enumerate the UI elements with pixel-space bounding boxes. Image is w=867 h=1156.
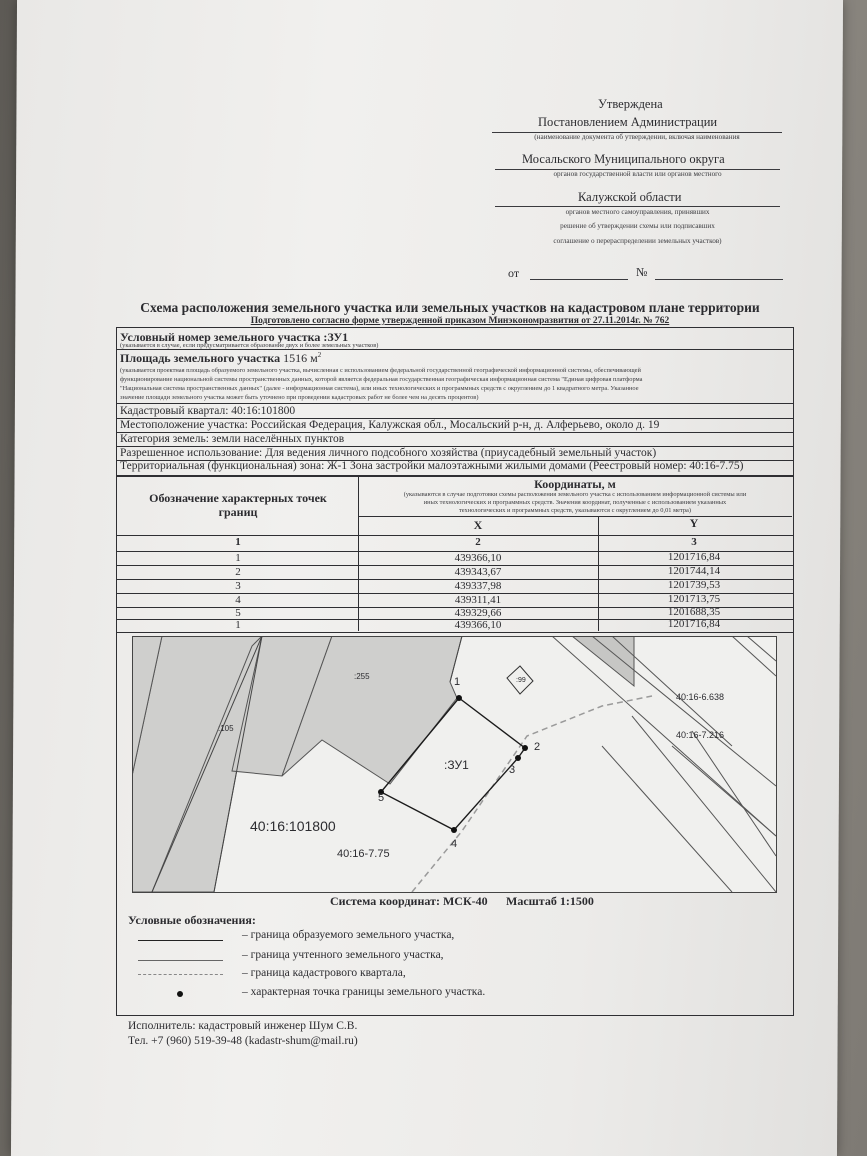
coordinates-note-1: (указываются в случае подготовки схемы расположения земельного участка с использованием информационной системы или — [403, 491, 747, 498]
legend-item-1: – граница образуемого земельного участка, — [242, 929, 455, 941]
column-y-header: Y — [689, 516, 699, 530]
column-number-2: 2 — [475, 536, 481, 548]
point-number: 3 — [235, 580, 241, 592]
points-header: Обозначение характерных точек — [149, 491, 327, 505]
point-x: 439366,10 — [454, 619, 502, 631]
point-number: 1 — [235, 552, 241, 564]
point-label-2: 2 — [534, 741, 541, 753]
cadastral-quarter: Кадастровый квартал: 40:16:101800 — [120, 405, 296, 417]
column-x-header: X — [473, 518, 483, 532]
point-label-3: 3 — [509, 764, 516, 776]
approval-note-1: (наименование документа об утверждении, включая наименования — [534, 133, 740, 141]
coordinates-header: Координаты, м — [534, 477, 616, 491]
area-row — [120, 351, 321, 366]
label-zu1: :ЗУ1 — [444, 758, 469, 772]
date-field-line — [530, 279, 628, 280]
point-label-1: 1 — [454, 676, 461, 688]
legend-item-4: – характерная точка границы земельного участка. — [242, 986, 486, 998]
point-y: 1201716,84 — [667, 551, 721, 563]
column-number-1: 1 — [235, 536, 241, 548]
approval-line-1: Постановлением Администрации — [538, 115, 718, 129]
conditional-number-note: (указывается в случае, если предусматривается образование двух и более земельных участков) — [120, 342, 379, 349]
area-unit-sup: 2 — [317, 351, 322, 359]
map-scale: Масштаб 1:1500 — [506, 894, 594, 908]
point-x: 439366,10 — [454, 552, 502, 564]
legend-item-3: – граница кадастрового квартала, — [242, 967, 406, 979]
area-note-2: функционирование национальной системы пространственных данных, которой является федеральная государственная географическая информационная система "Единая цифровая платформа — [120, 376, 643, 383]
point-x: 439311,41 — [454, 594, 502, 606]
label-6638: 40:16-6.638 — [676, 692, 725, 702]
label-99: :99 — [516, 677, 526, 684]
executor-contact: Тел. +7 (960) 519-39-48 (kadastr-shum@mail.ru) — [128, 1035, 358, 1047]
label-quarter: 40:16:101800 — [250, 818, 336, 834]
point-number: 1 — [235, 619, 241, 631]
document-subtitle: Подготовлено согласно форме утвержденной приказом Минэкономразвития от 27.11.2014г. № 762 — [250, 316, 670, 326]
table-row — [0, 593, 867, 607]
approval-note-3b: решение об утверждении схемы или подписавших — [560, 222, 715, 230]
table-row — [0, 565, 867, 579]
conditional-number: Условный номер земельного участка :ЗУ1 — [120, 330, 349, 344]
executor: Исполнитель: кадастровый инженер Шум С.В. — [128, 1020, 358, 1032]
date-label: от — [508, 266, 520, 280]
land-category: Категория земель: земли населённых пунктов — [120, 433, 345, 445]
approval-note-2: органов государственной власти или органов местного — [553, 170, 722, 178]
point-x: 439329,66 — [454, 607, 502, 619]
map-frame — [132, 636, 777, 893]
coordinates-note-2: иных технологических и программных средств. Значения координат, полученные с использованием указанных — [423, 499, 727, 506]
point-y: 1201744,14 — [667, 565, 721, 577]
point-y: 1201739,53 — [667, 579, 721, 591]
point-y: 1201688,35 — [667, 606, 721, 618]
parcel-location: Местоположение участка: Российская Федерация, Калужская обл., Мосальский р-н, д. Алферьево, около д. 19 — [120, 419, 660, 431]
legend-item-2: – граница учтенного земельного участка, — [242, 949, 444, 961]
row-divider — [116, 349, 793, 350]
point-x: 439337,98 — [454, 580, 502, 592]
point-x: 439343,67 — [454, 566, 502, 578]
approval-line-3: Калужской области — [578, 190, 682, 204]
area-label: Площадь земельного участка — [120, 351, 281, 365]
legend-title: Условные обозначения: — [128, 913, 256, 927]
legend-line-existing — [138, 960, 223, 961]
column-number-3: 3 — [691, 536, 697, 548]
document-title: Схема расположения земельного участка или земельных участков на кадастровом плане территории — [140, 300, 760, 315]
coordinates-note-3: технологических и программных средств, указываются с округлением до 0,01 метра) — [459, 507, 691, 514]
row-divider — [116, 403, 793, 404]
approval-note-3c: соглашение о перераспределении земельных участков) — [553, 237, 722, 245]
approval-line-2: Мосальского Муниципального округа — [522, 152, 725, 166]
point-number: 5 — [235, 607, 241, 619]
approved-label: Утверждена — [598, 97, 663, 111]
point-label-4: 4 — [451, 838, 458, 850]
point-y: 1201716,84 — [667, 618, 721, 630]
table-row — [0, 579, 867, 593]
point-number: 2 — [235, 566, 241, 578]
points-header-2: границ — [218, 505, 258, 519]
underline — [495, 206, 780, 207]
table-row — [0, 619, 867, 631]
territorial-zone: Территориальная (функциональная) зона: Ж-1 Зона застройки малоэтажными жилыми домами (Реестровый номер: 40:16-7.75) — [120, 460, 744, 472]
label-7216: 40:16-7.216 — [676, 730, 725, 740]
legend-point-icon — [177, 991, 183, 997]
area-note-1: (указывается проектная площадь образуемого земельного участка, вычисленная с использованием федеральной государственной географической информационной системы, обеспечивающей — [120, 367, 641, 374]
point-label-5: 5 — [378, 792, 385, 804]
coordinate-system: Система координат: МСК-40 — [330, 894, 488, 908]
number-label: № — [636, 265, 648, 279]
label-zone: 40:16-7.75 — [337, 848, 390, 860]
label-105: :105 — [218, 724, 234, 733]
approval-note-3a: органов местного самоуправления, принявших — [565, 208, 710, 216]
area-note-3: "Национальная система пространственных данных" (далее - информационная система), или иных технологических и программных средств с округлением до 1 квадратного метра. Указанное — [120, 385, 639, 392]
point-number: 4 — [235, 594, 241, 606]
legend-line-new — [138, 940, 223, 941]
label-255: :255 — [354, 672, 370, 681]
legend-line-quarter — [138, 974, 223, 975]
area-note-4: значение площади земельного участка может быть уточнено при проведении кадастровых работ не более чем на десять процентов) — [120, 394, 479, 401]
area-value: 1516 м — [283, 351, 318, 365]
point-y: 1201713,75 — [667, 593, 721, 605]
number-field-line — [655, 279, 783, 280]
table-row — [0, 551, 867, 565]
permitted-use: Разрешенное использование: Для ведения личного подсобного хозяйства (приусадебный земельный участок) — [120, 447, 657, 459]
